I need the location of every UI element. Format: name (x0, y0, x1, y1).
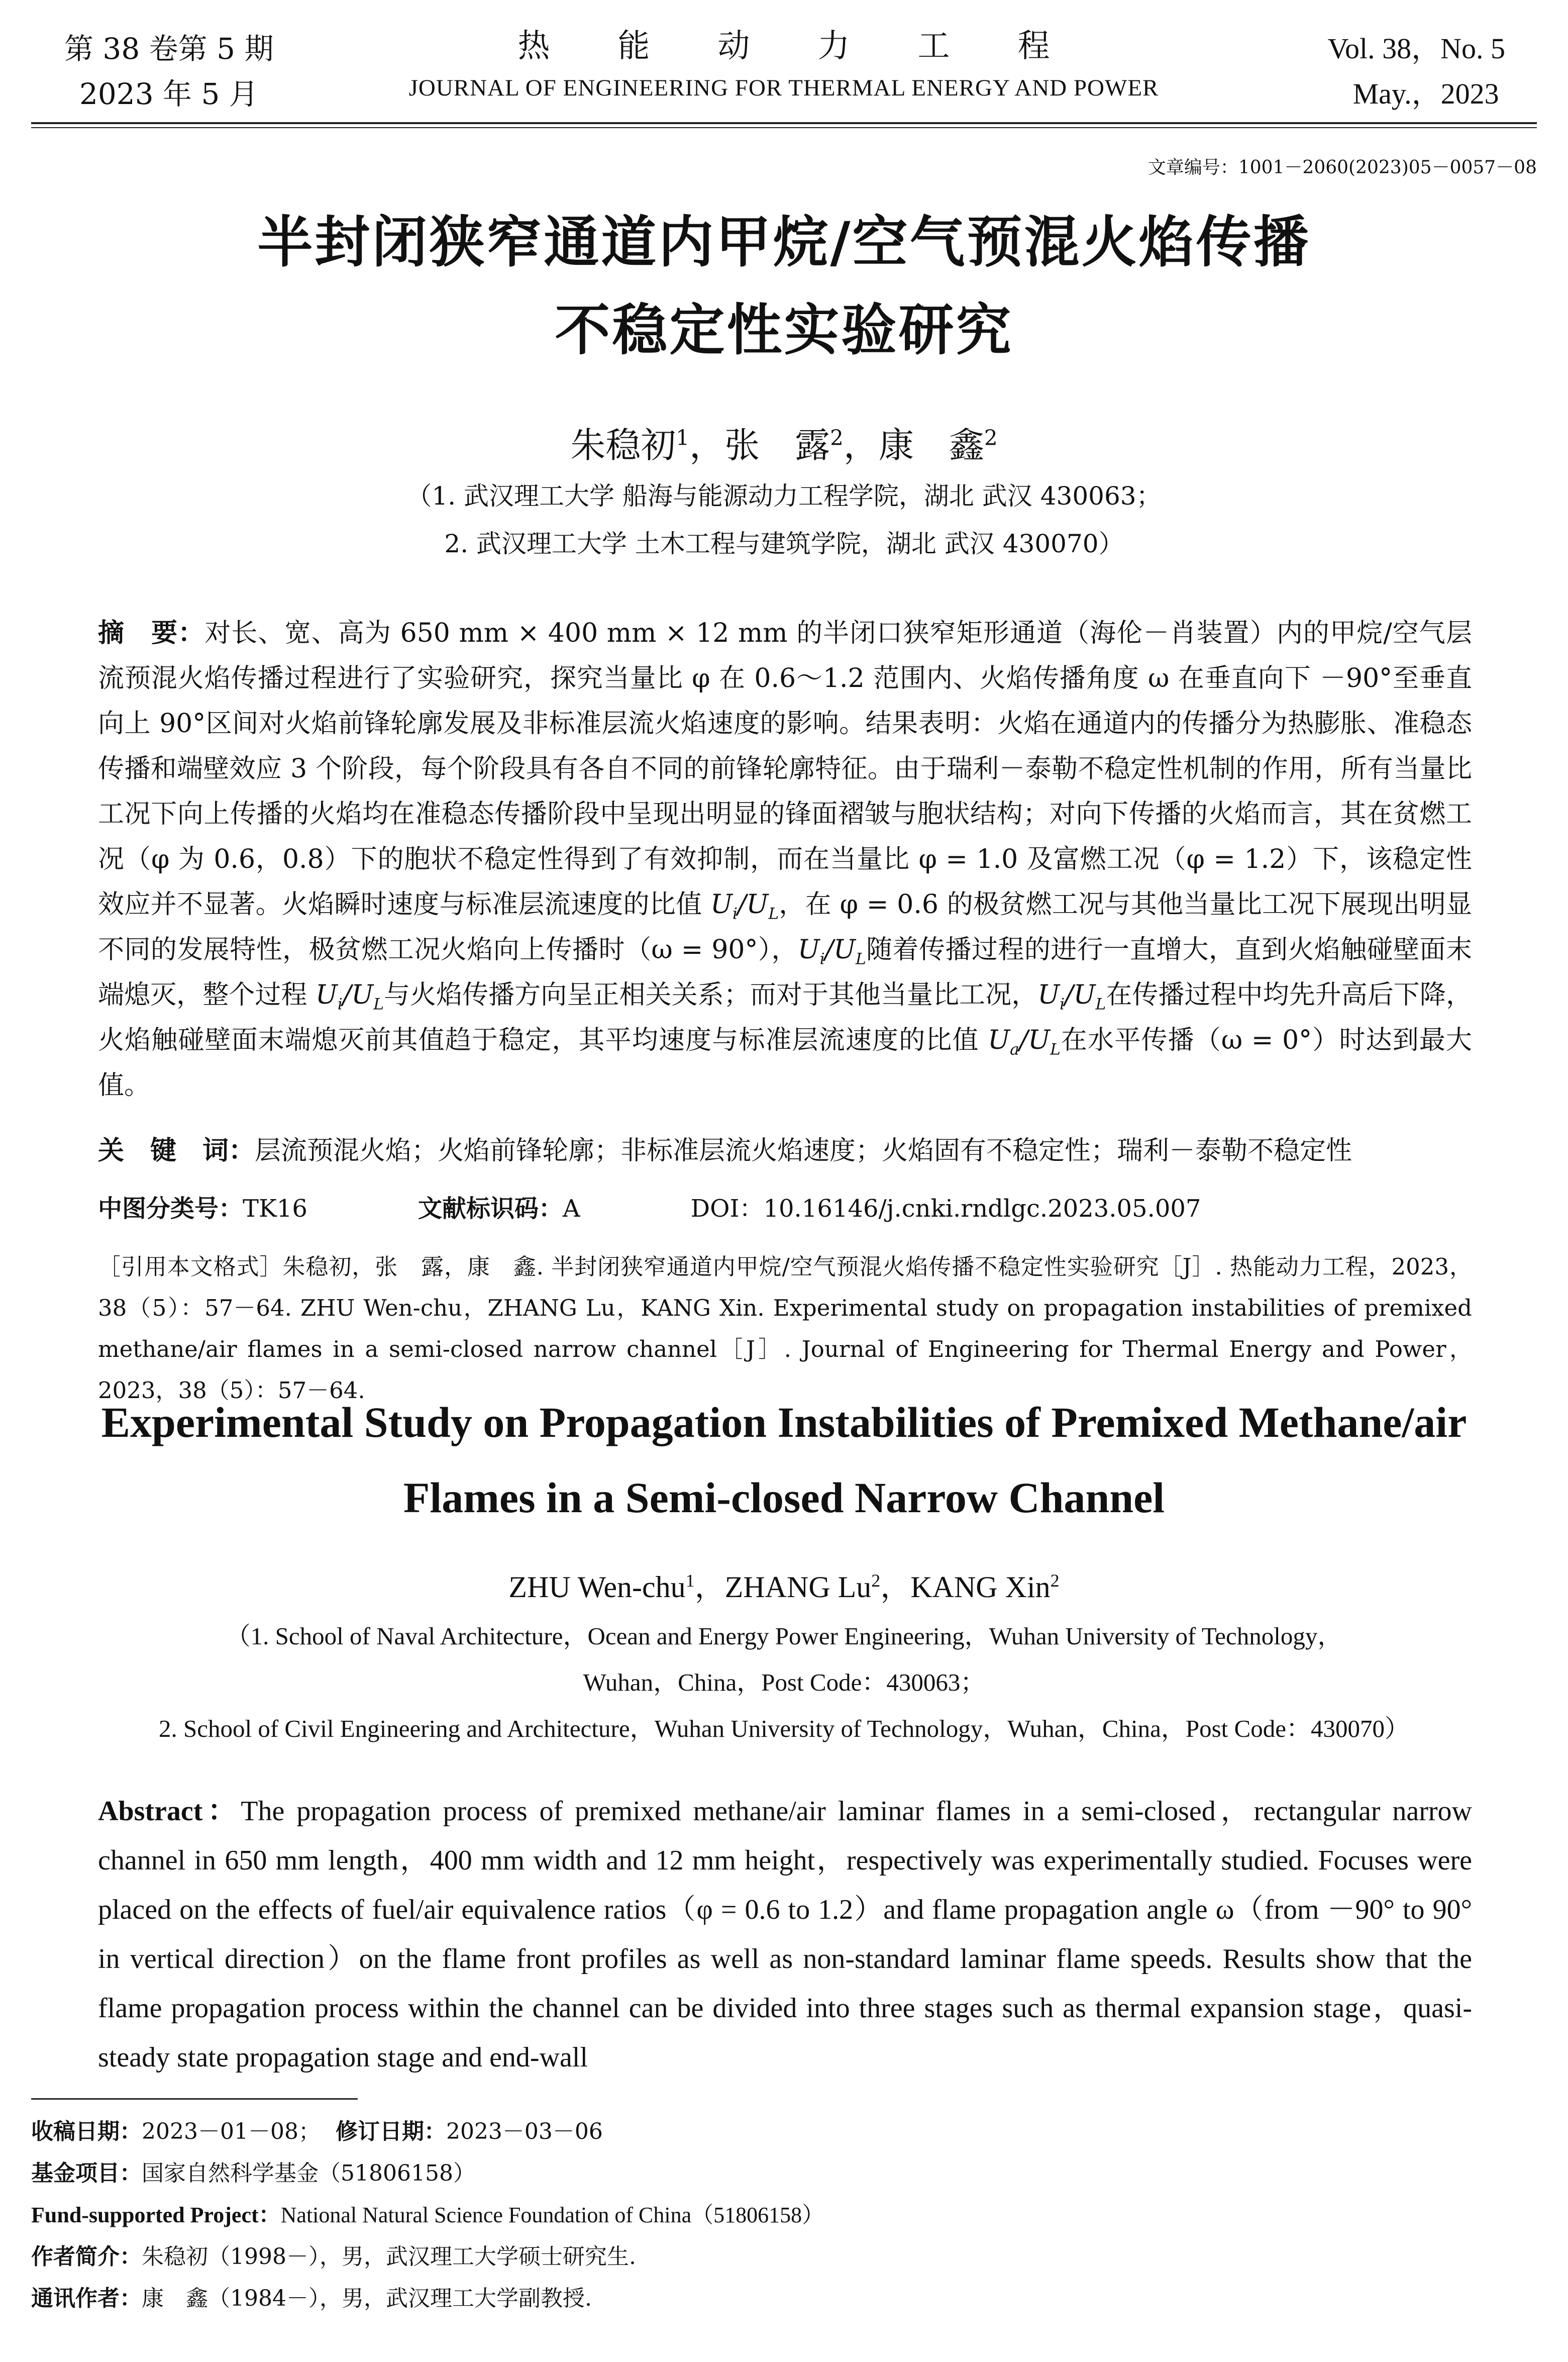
authors-en (0, 1563, 1568, 1606)
abstract-cn-text-6: 在水平传播（ω = 0°）时达到最大值。 (98, 1025, 1472, 1101)
abstract-en-text: The propagation process of premixed methane/air laminar flames in a semi-closed，rectangular narrow channel in 650 mm length，400 mm width and 12 mm height，respectively was experimentally studied. Focuses were placed on the effects of fuel/air equivalence ratios（φ = 0.6 to 1.2）and flame propagation angle ω（from －90° to 90° in vertical direction）on the flame front profiles as well as non-standard laminar flame speeds. Results show that the flame propagation process within the channel can be divided into three stages such as thermal expansion stage，quasi-steady state propagation stage and end-wall (98, 1796, 1472, 2073)
author-en-1: ZHU Wen-chu (508, 1570, 686, 1604)
ratio-ui-ul: $U_i/U_L$ (316, 980, 384, 1014)
abstract-cn-text-5: 在传播过程中均先升高后下降，火焰触碰壁面末端熄灭前其值趋于稳定，其平均速度与标准层流速度的比值 (98, 980, 1472, 1055)
doc-code-label: 文献标识码： (417, 1195, 563, 1223)
date-en: May.，2023 (1352, 77, 1499, 110)
affiliation-cn-2: 2. 武汉理工大学 土木工程与建筑学院，湖北 武汉 430070） (444, 529, 1124, 558)
footnote-rule (31, 2098, 358, 2100)
author-en-1-affil: 1 (685, 1570, 695, 1591)
keywords-cn (98, 1128, 1472, 1173)
abstract-cn-text-4: 与火焰传播方向呈正相关关系；而对于其他当量比工况， (383, 980, 1038, 1010)
abstract-cn-text-2: ，在 φ = 0.6 的极贫燃工况与其他当量比工况下展现出明显不同的发展特性，极贫燃工况火焰向上传播时（ω = 90°）， (98, 890, 1473, 965)
header-issue-cn (64, 26, 273, 117)
author-sep: ， (843, 425, 879, 466)
affiliations-en (70, 1613, 1498, 1752)
keywords-cn-text: 层流预混火焰；火焰前锋轮廓；非标准层流火焰速度；火焰固有不稳定性；瑞利－泰勒不稳定性 (255, 1136, 1352, 1166)
revised-date: 2023－03－06 (446, 2119, 603, 2144)
ratio-ua-ul: $U_a/U_L$ (988, 1025, 1061, 1059)
affiliation-en-2: 2. School of Civil Engineering and Architecture，Wuhan University of Technology，Wuhan，China，Post Code：430070） (159, 1715, 1409, 1742)
author-3: 康 鑫 (878, 425, 984, 466)
header-journal (352, 22, 1216, 106)
title-en: Experimental Study on Propagation Instabilities of Premixed Methane/air Flames in a Semi-closed Narrow Channel (101, 1398, 1467, 1522)
footnote-corresponding (31, 2278, 1538, 2319)
issue-cn: 第 38 卷第 5 期 (64, 32, 274, 66)
journal-name-en: JOURNAL OF ENGINEERING FOR THERMAL ENERGY AND POWER (408, 75, 1159, 101)
abstract-cn-text-3: 随着传播过程的进行一直增大，直到火焰触碰壁面末端熄灭，整个过程 (98, 935, 1472, 1010)
author-bio-label: 作者简介： (31, 2244, 142, 2270)
corresponding-text: 康 鑫（1984－），男，武汉理工大学副教授. (142, 2286, 592, 2311)
affiliations-cn (0, 472, 1568, 568)
vol-en: Vol. 38，No. 5 (1327, 32, 1505, 65)
ratio-ui-ul: $U_i/U_L$ (710, 890, 779, 923)
footnote-fund-cn (31, 2152, 1538, 2194)
date-cn: 2023 年 5 月 (79, 77, 258, 111)
article-id: 文章编号：1001－2060(2023)05－0057－08 (1147, 157, 1537, 178)
citation-text: 朱稳初，张 露，康 鑫. 半封闭狭窄通道内甲烷/空气预混火焰传播不稳定性实验研究［J］. 热能动力工程，2023，38（5）：57－64. ZHU Wen-chu，ZHANG Lu，KANG Xin. Experimental study on propagation instabilities of premixed methane/air flames in a semi-closed narrow channel［J］. Journal of Engineering for Thermal Energy and Power，2023，38（5）：57－64. (98, 1253, 1472, 1404)
abstract-cn-label: 摘 要： (98, 618, 205, 648)
title-cn (0, 199, 1568, 374)
classification-line (98, 1186, 1472, 1231)
footnote-author (31, 2236, 1538, 2278)
keywords-cn-label: 关 键 词： (98, 1136, 255, 1166)
footnote-dates (31, 2111, 1538, 2152)
abstract-en (98, 1787, 1472, 2082)
journal-name-cn: 热能动力工程 (517, 28, 1118, 65)
received-date: 2023－01－08； (142, 2119, 321, 2144)
revised-label: 修订日期： (335, 2119, 446, 2144)
ratio-ui-ul: $U_i/U_L$ (797, 935, 866, 968)
authors-cn (0, 417, 1568, 468)
citation-label: ［引用本文格式］ (98, 1253, 283, 1280)
clc-label: 中图分类号： (98, 1195, 243, 1223)
abstract-cn (98, 611, 1472, 1108)
author-3-affil: 2 (984, 425, 998, 450)
doc-code-value: A (562, 1195, 580, 1223)
affiliation-cn-1: （1. 武汉理工大学 船海与能源动力工程学院，湖北 武汉 430063； (406, 481, 1162, 511)
fund-en-label: Fund-supported Project： (31, 2203, 281, 2227)
author-bio-text: 朱稳初（1998－），男，武汉理工大学硕士研究生. (142, 2244, 636, 2270)
author-en-2-affil: 2 (871, 1570, 881, 1591)
fund-en-text: National Natural Science Foundation of China（51806158） (280, 2203, 824, 2227)
fund-text: 国家自然科学基金（51806158） (142, 2160, 475, 2186)
fund-label: 基金项目： (31, 2160, 142, 2186)
author-sep: ， (880, 1570, 911, 1604)
author-1: 朱稳初 (570, 425, 676, 466)
author-2: 张 露 (724, 425, 830, 466)
header-rule-thin (31, 127, 1537, 128)
abstract-en-label: Abstract： (98, 1796, 241, 1827)
author-en-2: ZHANG Lu (724, 1570, 872, 1604)
corresponding-label: 通讯作者： (31, 2286, 142, 2311)
received-label: 收稿日期： (31, 2119, 142, 2144)
affiliation-en-1: （1. School of Naval Architecture，Ocean and Energy Power Engineering，Wuhan University of Technology， (226, 1622, 1342, 1650)
ratio-ui-ul: $U_i/U_L$ (1037, 980, 1106, 1014)
affiliation-en-1-cont: Wuhan，China，Post Code：430063； (583, 1668, 985, 1696)
doi: DOI：10.16146/j.cnki.rndlgc.2023.05.007 (690, 1195, 1201, 1223)
abstract-cn-text-1: 对长、宽、高为 650 mm × 400 mm × 12 mm 的半闭口狭窄矩形通道（海伦－肖装置）内的甲烷/空气层流预混火焰传播过程进行了实验研究，探究当量比 φ 在 0.6～1.2 范围内、火焰传播角度 ω 在垂直向下 －90°至垂直向上 90°区间对火焰前锋轮廓发展及非标准层流火焰速度的影响。结果表明：火焰在通道内的传播分为热膨胀、准稳态传播和端壁效应 3 个阶段，每个阶段具有各自不同的前锋轮廓特征。由于瑞利－泰勒不稳定性机制的作用，所有当量比工况下向上传播的火焰均在准稳态传播阶段中呈现出明显的锋面褶皱与胞状结构；对向下传播的火焰而言，其在贫燃工况（φ 为 0.6，0.8）下的胞状不稳定性得到了有效抑制，而在当量比 φ = 1.0 及富燃工况（φ = 1.2）下，该稳定性效应并不显著。火焰瞬时速度与标准层流速度的比值 (98, 618, 1472, 920)
header-issue-en (1328, 26, 1505, 117)
author-sep: ， (689, 425, 725, 466)
author-2-affil: 2 (830, 425, 844, 450)
footnotes (31, 2111, 1538, 2319)
author-en-3-affil: 2 (1050, 1570, 1060, 1591)
header-rule (31, 122, 1537, 124)
footnote-fund-en (31, 2194, 1538, 2236)
title-cn-line1: 半封闭狭窄通道内甲烷/空气预混火焰传播 (257, 210, 1311, 274)
clc-value: TK16 (243, 1195, 307, 1223)
author-en-3: KANG Xin (910, 1570, 1051, 1604)
author-sep: ， (694, 1570, 725, 1604)
title-cn-line2: 不稳定性实验研究 (555, 298, 1013, 362)
author-1-affil: 1 (676, 425, 690, 450)
